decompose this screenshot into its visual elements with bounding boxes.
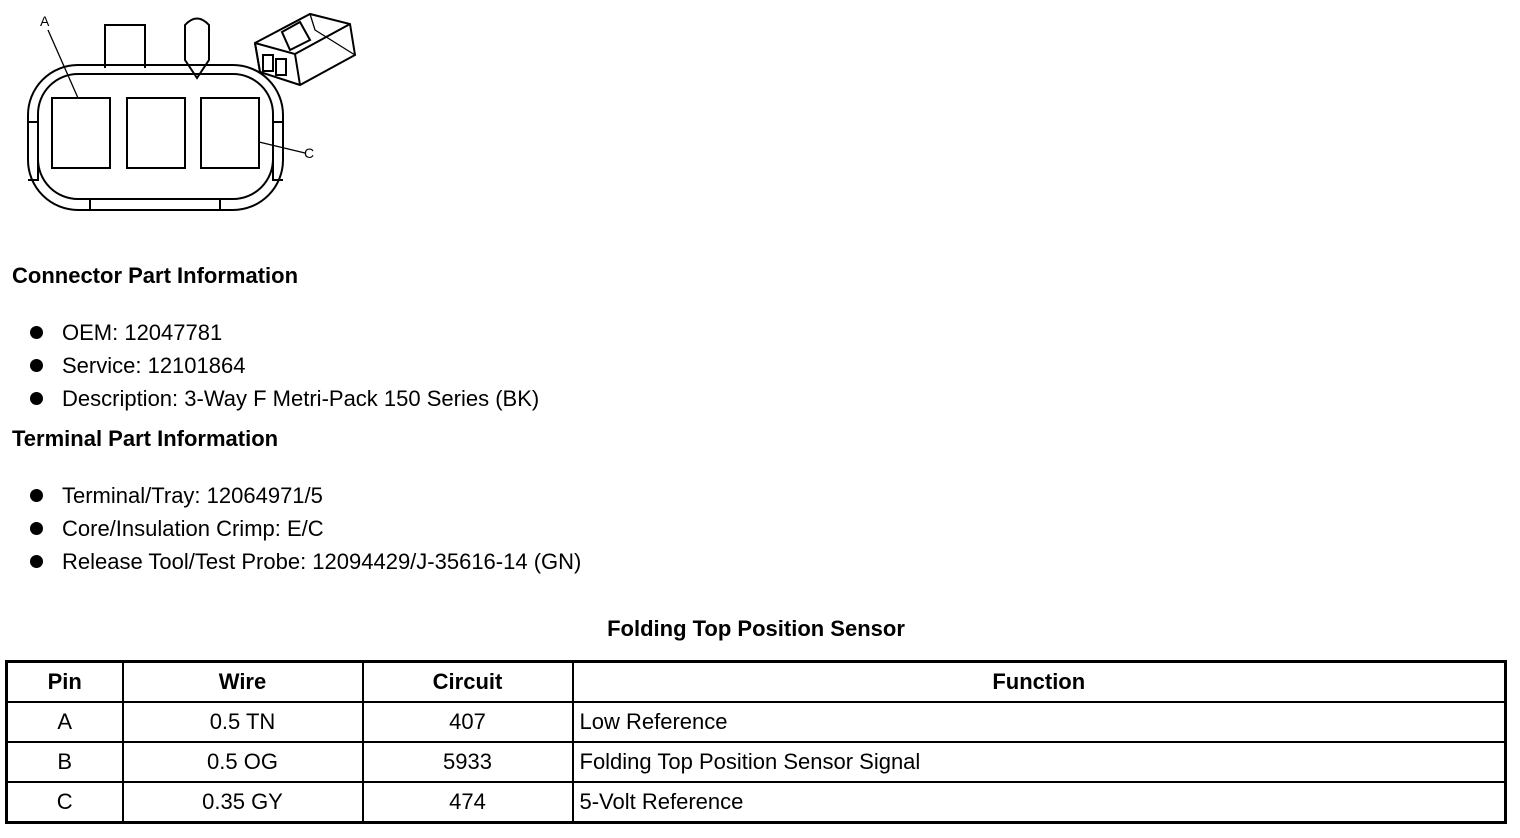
connector-description: Description: 3-Way F Metri-Pack 150 Series (BK) bbox=[62, 386, 540, 411]
table-header-row bbox=[7, 662, 1506, 703]
bullet-icon bbox=[30, 555, 43, 568]
list-item bbox=[30, 349, 539, 382]
table-row bbox=[7, 782, 1506, 823]
connector-face-diagram bbox=[20, 10, 370, 220]
pin-cell: B bbox=[7, 742, 123, 782]
pin-a-label: A bbox=[40, 13, 50, 29]
wire-cell: 0.5 TN bbox=[123, 702, 363, 742]
bullet-icon bbox=[30, 392, 43, 405]
list-item bbox=[30, 316, 539, 349]
terminal-tray: Terminal/Tray: 12064971/5 bbox=[62, 483, 323, 508]
circuit-cell: 407 bbox=[363, 702, 573, 742]
column-header-wire: Wire bbox=[123, 662, 363, 703]
column-header-function: Function bbox=[573, 662, 1506, 703]
wire-cell: 0.5 OG bbox=[123, 742, 363, 782]
bullet-icon bbox=[30, 522, 43, 535]
terminal-part-info-list bbox=[30, 479, 581, 578]
function-cell: Low Reference bbox=[573, 702, 1506, 742]
pin-cell: A bbox=[7, 702, 123, 742]
pin-cell: C bbox=[7, 782, 123, 823]
circuit-cell: 474 bbox=[363, 782, 573, 823]
pin-c-label: C bbox=[304, 145, 315, 161]
list-item bbox=[30, 382, 539, 415]
column-header-pin: Pin bbox=[7, 662, 123, 703]
core-insulation-crimp: Core/Insulation Crimp: E/C bbox=[62, 516, 324, 541]
circuit-cell: 5933 bbox=[363, 742, 573, 782]
list-item bbox=[30, 512, 581, 545]
function-cell: 5-Volt Reference bbox=[573, 782, 1506, 823]
function-cell: Folding Top Position Sensor Signal bbox=[573, 742, 1506, 782]
bullet-icon bbox=[30, 489, 43, 502]
terminal-part-info-heading: Terminal Part Information bbox=[12, 426, 279, 451]
wire-cell: 0.35 GY bbox=[123, 782, 363, 823]
release-tool-test-probe: Release Tool/Test Probe: 12094429/J-35616-14 (GN) bbox=[62, 549, 582, 574]
service-part-number: Service: 12101864 bbox=[62, 353, 246, 378]
list-item bbox=[30, 545, 581, 578]
bullet-icon bbox=[30, 326, 43, 339]
table-row bbox=[7, 742, 1506, 782]
oem-part-number: OEM: 12047781 bbox=[62, 320, 223, 345]
pinout-table bbox=[5, 660, 1507, 824]
column-header-circuit: Circuit bbox=[363, 662, 573, 703]
table-caption: Folding Top Position Sensor bbox=[607, 616, 905, 641]
connector-part-info-heading: Connector Part Information bbox=[12, 263, 299, 288]
bullet-icon bbox=[30, 359, 43, 372]
list-item bbox=[30, 479, 581, 512]
connector-part-info-list bbox=[30, 316, 539, 415]
table-row bbox=[7, 702, 1506, 742]
